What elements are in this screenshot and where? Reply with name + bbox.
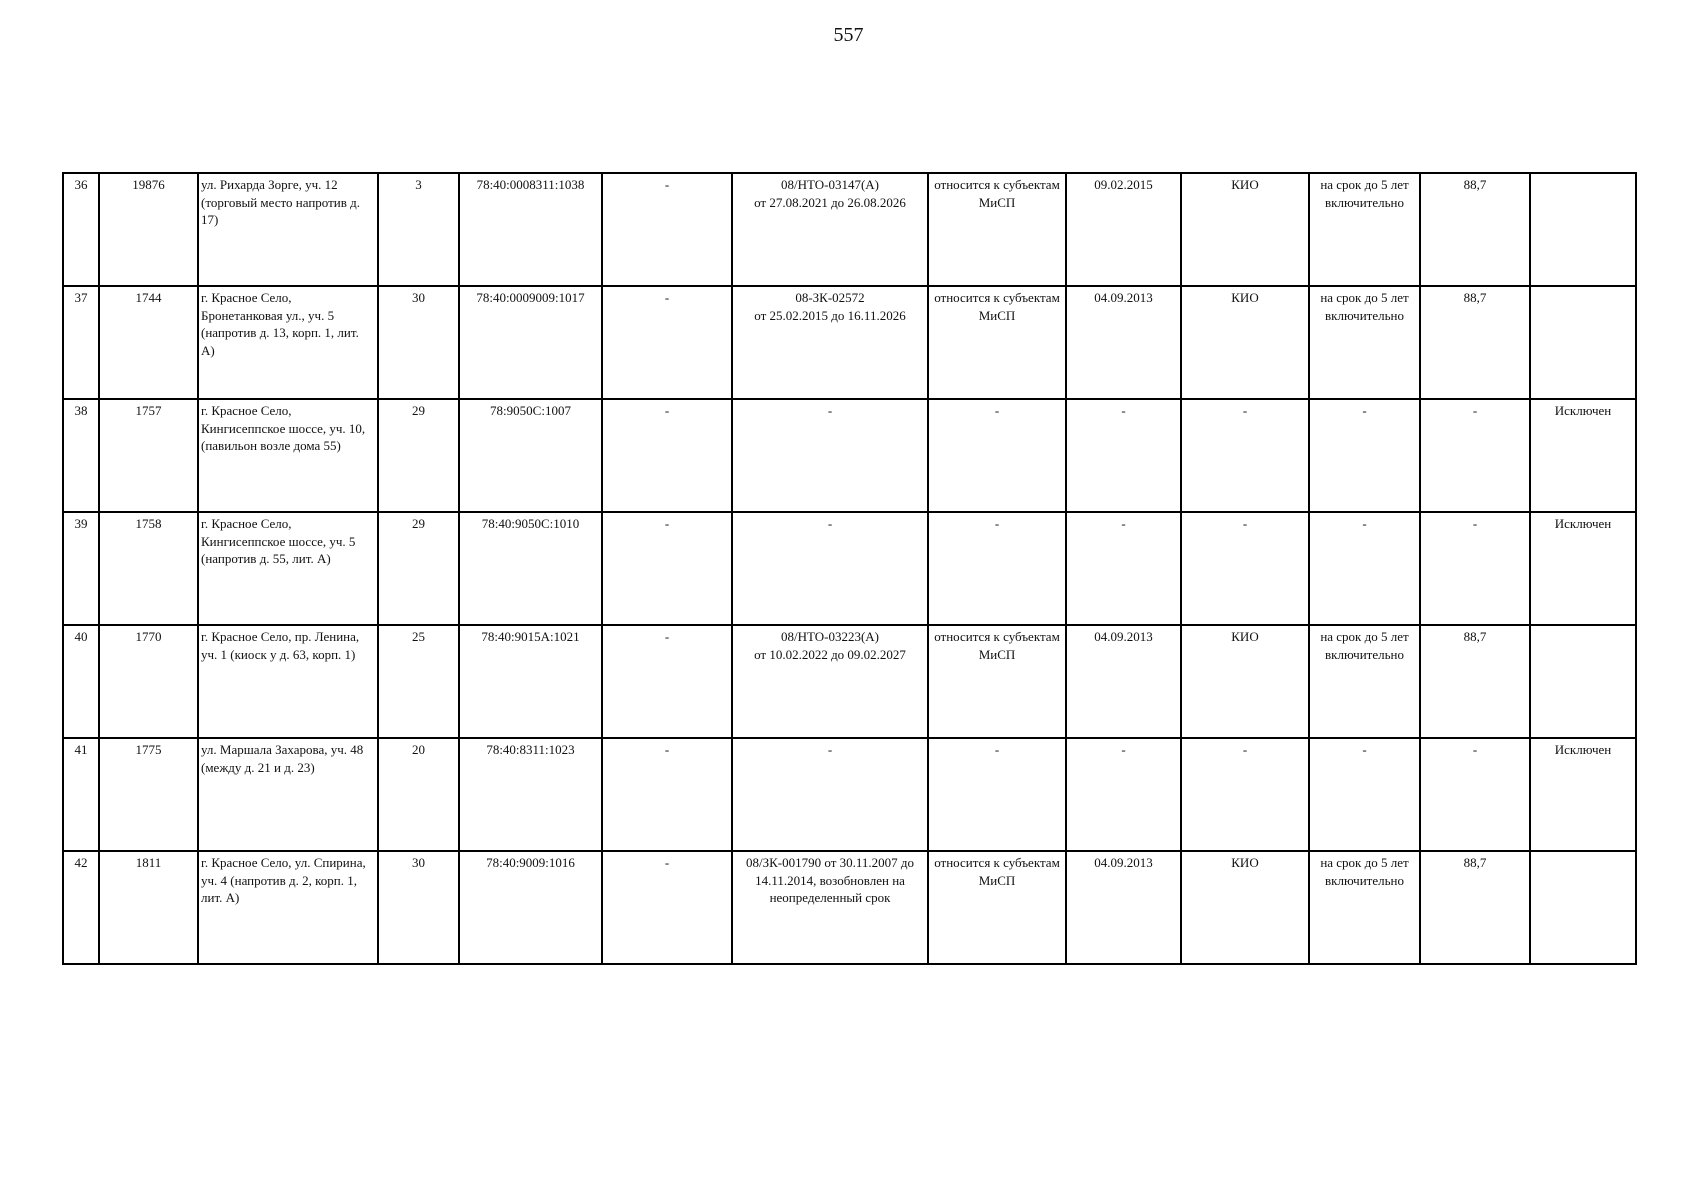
district-code-cell: 30 (378, 851, 459, 964)
table-row (63, 286, 1636, 399)
address-cell: г. Красное Село, Кингисеппское шоссе, уч. 5 (напротив д. 55, лит. А) (198, 512, 378, 625)
object-id-cell: 1775 (99, 738, 198, 851)
row-number-cell: 37 (63, 286, 99, 399)
area-cell: 88,7 (1420, 851, 1530, 964)
registry-table (62, 172, 1637, 965)
category-cell: относится к субъектам МиСП (928, 286, 1066, 399)
row-number-cell: 42 (63, 851, 99, 964)
page-number: 557 (833, 24, 864, 46)
date-cell: 04.09.2013 (1066, 286, 1181, 399)
extra-info-cell: - (602, 512, 732, 625)
address-cell: г. Красное Село, пр. Ленина, уч. 1 (киоск у д. 63, корп. 1) (198, 625, 378, 738)
date-cell: 09.02.2015 (1066, 173, 1181, 286)
note-cell: Исключен (1530, 512, 1636, 625)
table-row (63, 625, 1636, 738)
address-cell: г. Красное Село, Кингисеппское шоссе, уч. 10, (павильон возле дома 55) (198, 399, 378, 512)
date-cell: - (1066, 512, 1181, 625)
authority-cell: - (1181, 399, 1309, 512)
term-cell: - (1309, 738, 1420, 851)
date-cell: 04.09.2013 (1066, 625, 1181, 738)
row-number-cell: 39 (63, 512, 99, 625)
document-cell: 08-ЗК-02572 от 25.02.2015 до 16.11.2026 (732, 286, 928, 399)
note-cell: Исключен (1530, 738, 1636, 851)
cadastral-number-cell: 78:40:9009:1016 (459, 851, 602, 964)
authority-cell: КИО (1181, 851, 1309, 964)
district-code-cell: 20 (378, 738, 459, 851)
cadastral-number-cell: 78:40:8311:1023 (459, 738, 602, 851)
address-cell: г. Красное Село, ул. Спирина, уч. 4 (напротив д. 2, корп. 1, лит. А) (198, 851, 378, 964)
table-row (63, 173, 1636, 286)
category-cell: относится к субъектам МиСП (928, 625, 1066, 738)
district-code-cell: 29 (378, 512, 459, 625)
row-number-cell: 40 (63, 625, 99, 738)
row-number-cell: 41 (63, 738, 99, 851)
document-cell: - (732, 738, 928, 851)
extra-info-cell: - (602, 399, 732, 512)
extra-info-cell: - (602, 173, 732, 286)
cadastral-number-cell: 78:40:9015А:1021 (459, 625, 602, 738)
authority-cell: КИО (1181, 286, 1309, 399)
document-cell: - (732, 512, 928, 625)
district-code-cell: 3 (378, 173, 459, 286)
note-cell (1530, 286, 1636, 399)
date-cell: 04.09.2013 (1066, 851, 1181, 964)
note-cell: Исключен (1530, 399, 1636, 512)
authority-cell: - (1181, 738, 1309, 851)
document-cell: 08/ЗК-001790 от 30.11.2007 до 14.11.2014, возобновлен на неопределенный срок (732, 851, 928, 964)
category-cell: - (928, 738, 1066, 851)
area-cell: 88,7 (1420, 286, 1530, 399)
object-id-cell: 1770 (99, 625, 198, 738)
row-number-cell: 38 (63, 399, 99, 512)
table-row (63, 738, 1636, 851)
document-cell: 08/НТО-03223(А) от 10.02.2022 до 09.02.2027 (732, 625, 928, 738)
term-cell: на срок до 5 лет включительно (1309, 625, 1420, 738)
note-cell (1530, 173, 1636, 286)
address-cell: ул. Маршала Захарова, уч. 48 (между д. 21 и д. 23) (198, 738, 378, 851)
category-cell: - (928, 512, 1066, 625)
term-cell: - (1309, 512, 1420, 625)
area-cell: - (1420, 738, 1530, 851)
registry-body (63, 173, 1636, 964)
address-cell: ул. Рихарда Зорге, уч. 12 (торговый место напротив д. 17) (198, 173, 378, 286)
note-cell (1530, 851, 1636, 964)
object-id-cell: 1744 (99, 286, 198, 399)
authority-cell: - (1181, 512, 1309, 625)
district-code-cell: 30 (378, 286, 459, 399)
cadastral-number-cell: 78:40:0009009:1017 (459, 286, 602, 399)
extra-info-cell: - (602, 286, 732, 399)
table-row (63, 512, 1636, 625)
term-cell: на срок до 5 лет включительно (1309, 173, 1420, 286)
area-cell: 88,7 (1420, 173, 1530, 286)
extra-info-cell: - (602, 851, 732, 964)
table-row (63, 399, 1636, 512)
document-cell: 08/НТО-03147(А) от 27.08.2021 до 26.08.2026 (732, 173, 928, 286)
object-id-cell: 1811 (99, 851, 198, 964)
area-cell: 88,7 (1420, 625, 1530, 738)
object-id-cell: 1757 (99, 399, 198, 512)
note-cell (1530, 625, 1636, 738)
table-row (63, 851, 1636, 964)
category-cell: относится к субъектам МиСП (928, 851, 1066, 964)
address-cell: г. Красное Село, Бронетанковая ул., уч. 5 (напротив д. 13, корп. 1, лит. А) (198, 286, 378, 399)
area-cell: - (1420, 512, 1530, 625)
date-cell: - (1066, 399, 1181, 512)
authority-cell: КИО (1181, 625, 1309, 738)
district-code-cell: 25 (378, 625, 459, 738)
cadastral-number-cell: 78:40:9050С:1010 (459, 512, 602, 625)
cadastral-number-cell: 78:9050С:1007 (459, 399, 602, 512)
term-cell: - (1309, 399, 1420, 512)
extra-info-cell: - (602, 738, 732, 851)
term-cell: на срок до 5 лет включительно (1309, 286, 1420, 399)
district-code-cell: 29 (378, 399, 459, 512)
extra-info-cell: - (602, 625, 732, 738)
area-cell: - (1420, 399, 1530, 512)
cadastral-number-cell: 78:40:0008311:1038 (459, 173, 602, 286)
category-cell: относится к субъектам МиСП (928, 173, 1066, 286)
row-number-cell: 36 (63, 173, 99, 286)
object-id-cell: 1758 (99, 512, 198, 625)
category-cell: - (928, 399, 1066, 512)
object-id-cell: 19876 (99, 173, 198, 286)
date-cell: - (1066, 738, 1181, 851)
term-cell: на срок до 5 лет включительно (1309, 851, 1420, 964)
document-cell: - (732, 399, 928, 512)
authority-cell: КИО (1181, 173, 1309, 286)
